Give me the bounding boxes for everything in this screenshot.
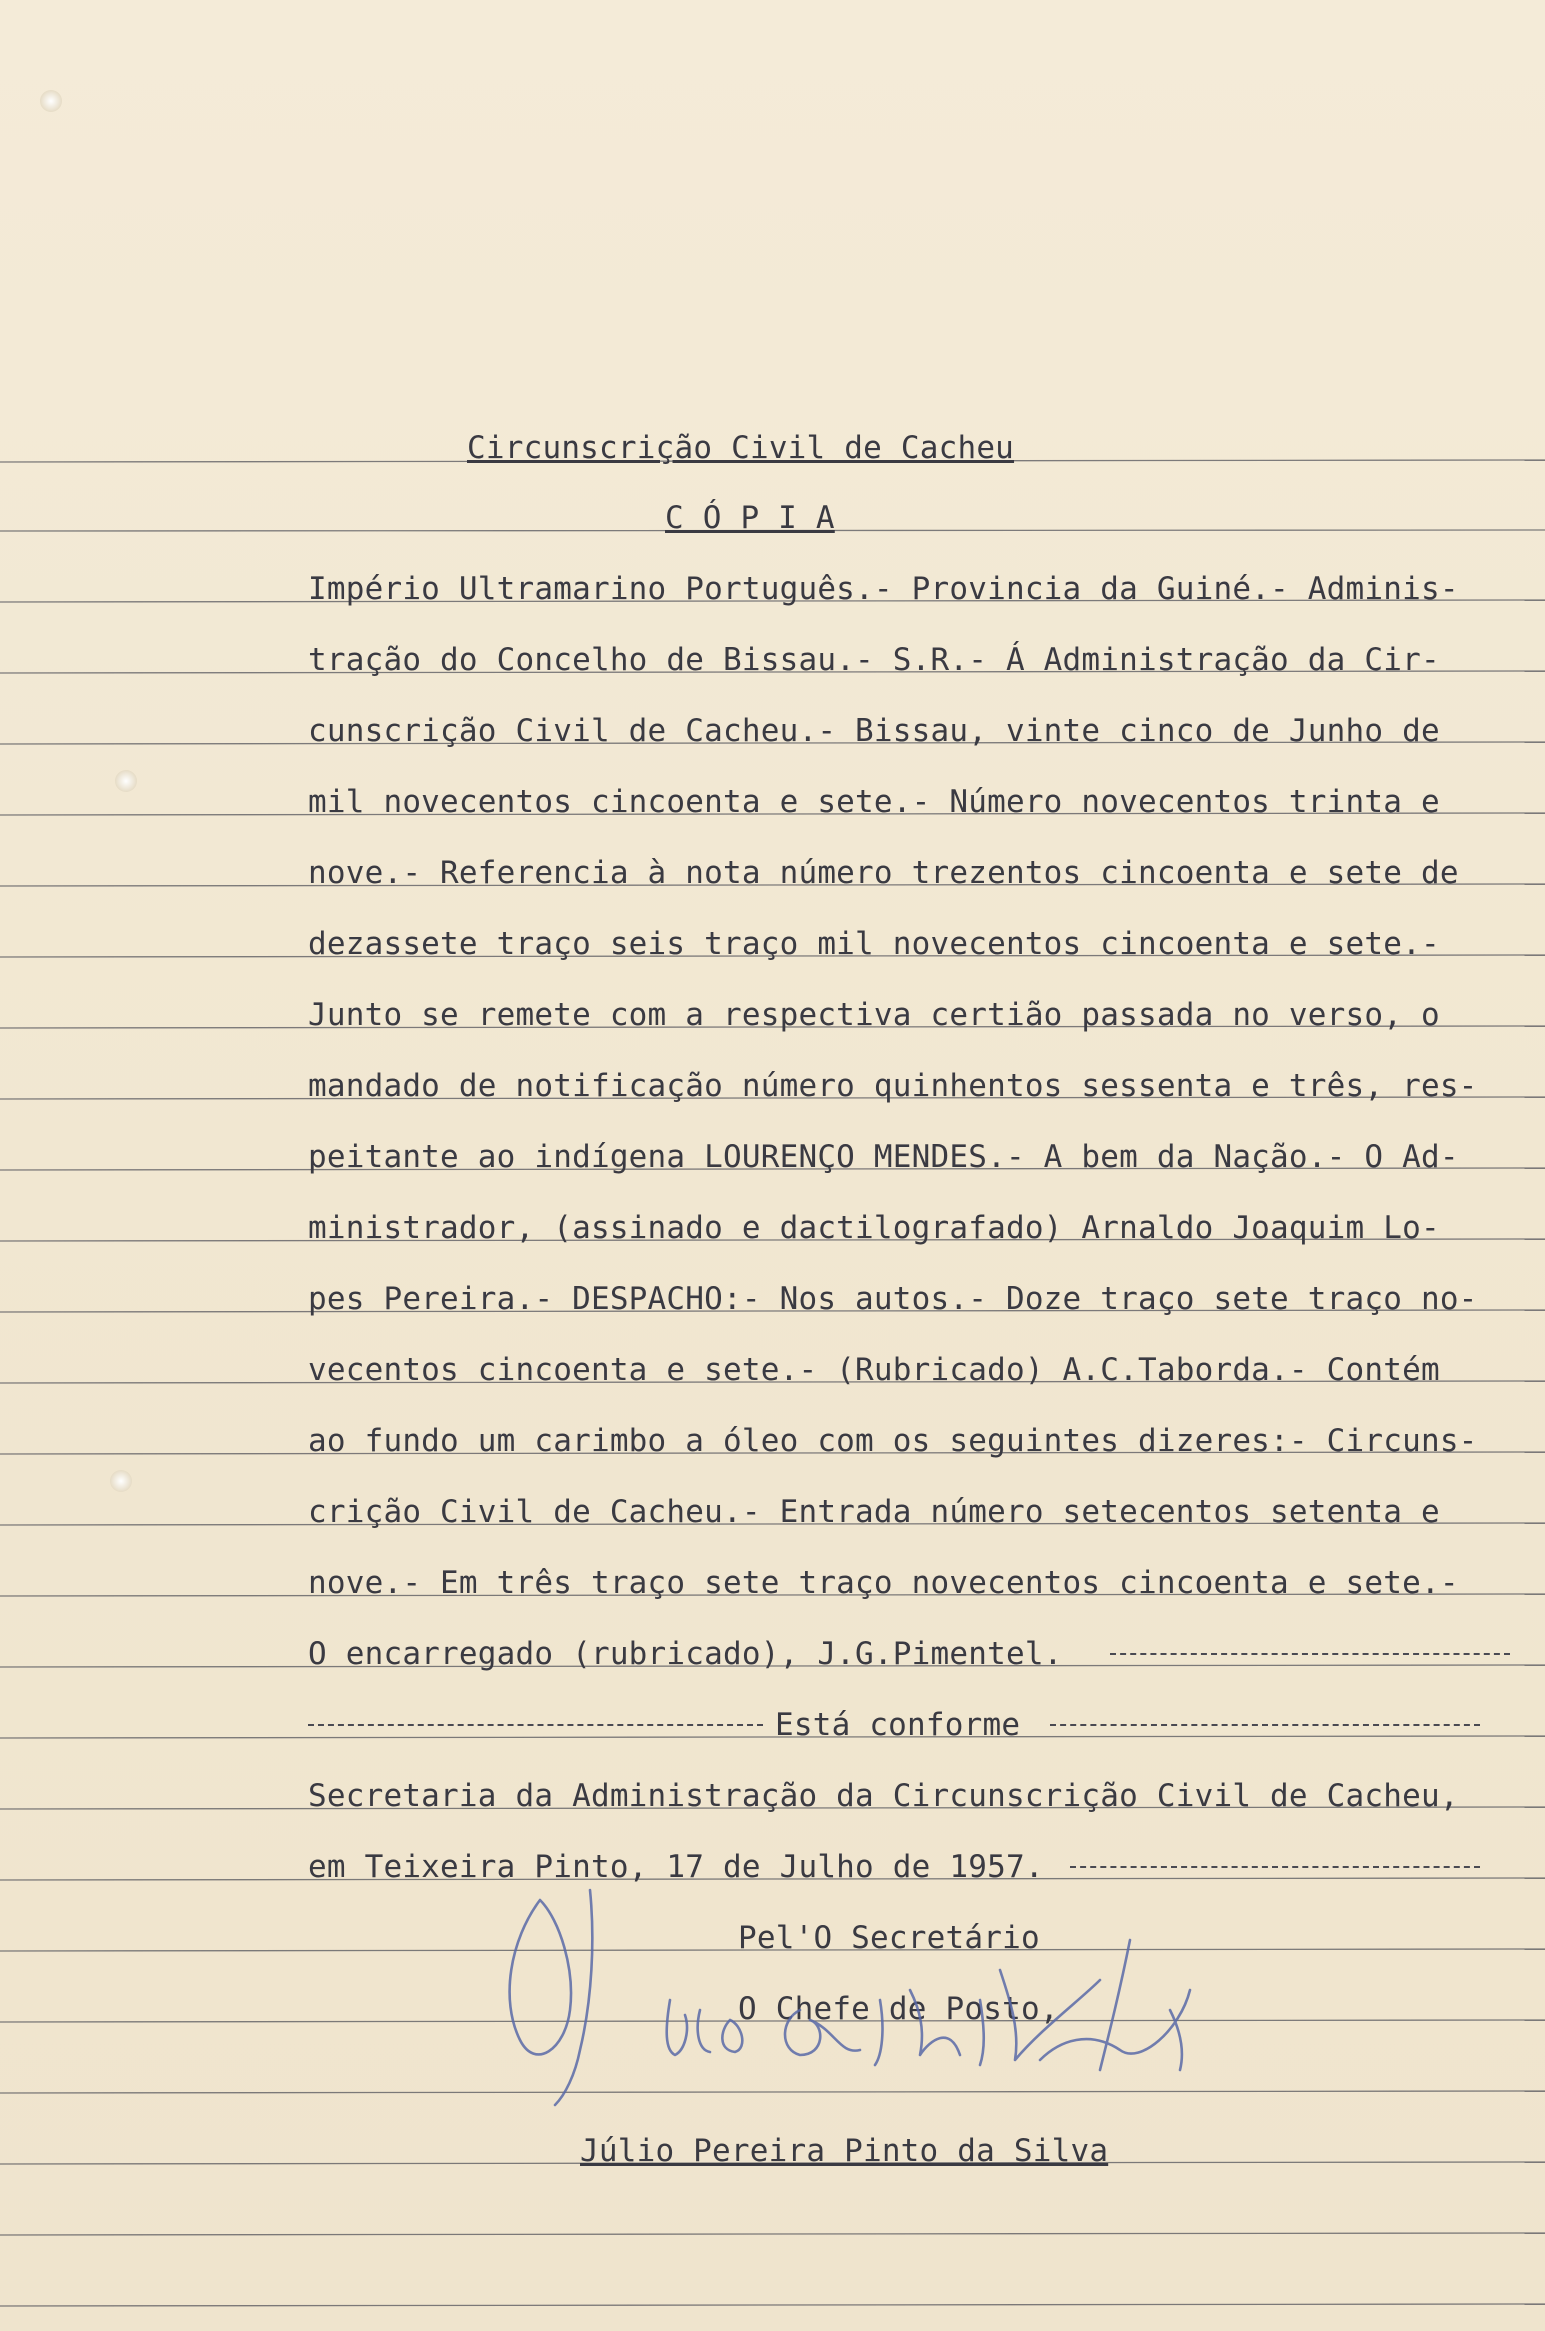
dash-filler bbox=[1110, 1653, 1510, 1655]
body-line: Junto se remete com a respectiva certião passada no verso, o bbox=[308, 997, 1440, 1033]
punch-hole-mark bbox=[40, 90, 62, 112]
dash-filler bbox=[1050, 1724, 1480, 1726]
body-line: crição Civil de Cacheu.- Entrada número setecentos setenta e bbox=[308, 1494, 1440, 1530]
body-line: tração do Concelho de Bissau.- S.R.- Á Administração da Cir- bbox=[308, 642, 1440, 678]
body-line: mandado de notificação número quinhentos sessenta e três, res- bbox=[308, 1068, 1478, 1104]
title-line bbox=[0, 498, 1545, 548]
body-line: mil novecentos cincoenta e sete.- Número novecentos trinta e bbox=[308, 784, 1440, 820]
body-line: O encarregado (rubricado), J.G.Pimentel. bbox=[0, 1634, 1545, 1684]
body-line: Império Ultramarino Português.- Provincia da Guiné.- Adminis- bbox=[308, 571, 1459, 607]
handwritten-signature bbox=[480, 1880, 1280, 2160]
closing-line: em Teixeira Pinto, 17 de Julho de 1957. bbox=[0, 1847, 1545, 1897]
body-line: vecentos cincoenta e sete.- (Rubricado) A.C.Taborda.- Contém bbox=[308, 1352, 1440, 1388]
body-line: ao fundo um carimbo a óleo com os seguintes dizeres:- Circuns- bbox=[308, 1423, 1478, 1459]
body-line: dezassete traço seis traço mil novecentos cincoenta e sete.- bbox=[308, 926, 1440, 962]
body-line: nove.- Referencia à nota número trezentos cincoenta e sete de bbox=[308, 855, 1459, 891]
dash-filler bbox=[308, 1724, 763, 1726]
dash-filler bbox=[1070, 1866, 1480, 1868]
role-label: O Chefe de Posto, bbox=[738, 1991, 1059, 2027]
body-line: cunscrição Civil de Cacheu.- Bissau, vinte cinco de Junho de bbox=[308, 713, 1440, 749]
circunscricao-header: Circunscrição Civil de Cacheu bbox=[467, 430, 1015, 466]
esta-conforme: Está conforme bbox=[775, 1707, 1021, 1743]
body-line: pes Pereira.- DESPACHO:- Nos autos.- Doze traço sete traço no- bbox=[308, 1281, 1478, 1317]
header-line bbox=[0, 428, 1545, 478]
on-behalf-label: Pel'O Secretário bbox=[738, 1920, 1040, 1956]
body-line: nove.- Em três traço sete traço novecentos cincoenta e sete.- bbox=[308, 1565, 1459, 1601]
closing-line: Secretaria da Administração da Circunscrição Civil de Cacheu, bbox=[308, 1778, 1459, 1814]
body-line: peitante ao indígena LOURENÇO MENDES.- A bem da Nação.- O Ad- bbox=[308, 1139, 1459, 1175]
name-line bbox=[0, 2131, 1545, 2181]
body-line: ministrador, (assinado e dactilografado) Arnaldo Joaquim Lo- bbox=[308, 1210, 1440, 1246]
copia-title: C Ó P I A bbox=[665, 500, 835, 536]
signatory-name: Júlio Pereira Pinto da Silva bbox=[580, 2133, 1109, 2169]
punch-hole-mark bbox=[110, 1470, 132, 1492]
conforme-line bbox=[0, 1705, 1545, 1755]
